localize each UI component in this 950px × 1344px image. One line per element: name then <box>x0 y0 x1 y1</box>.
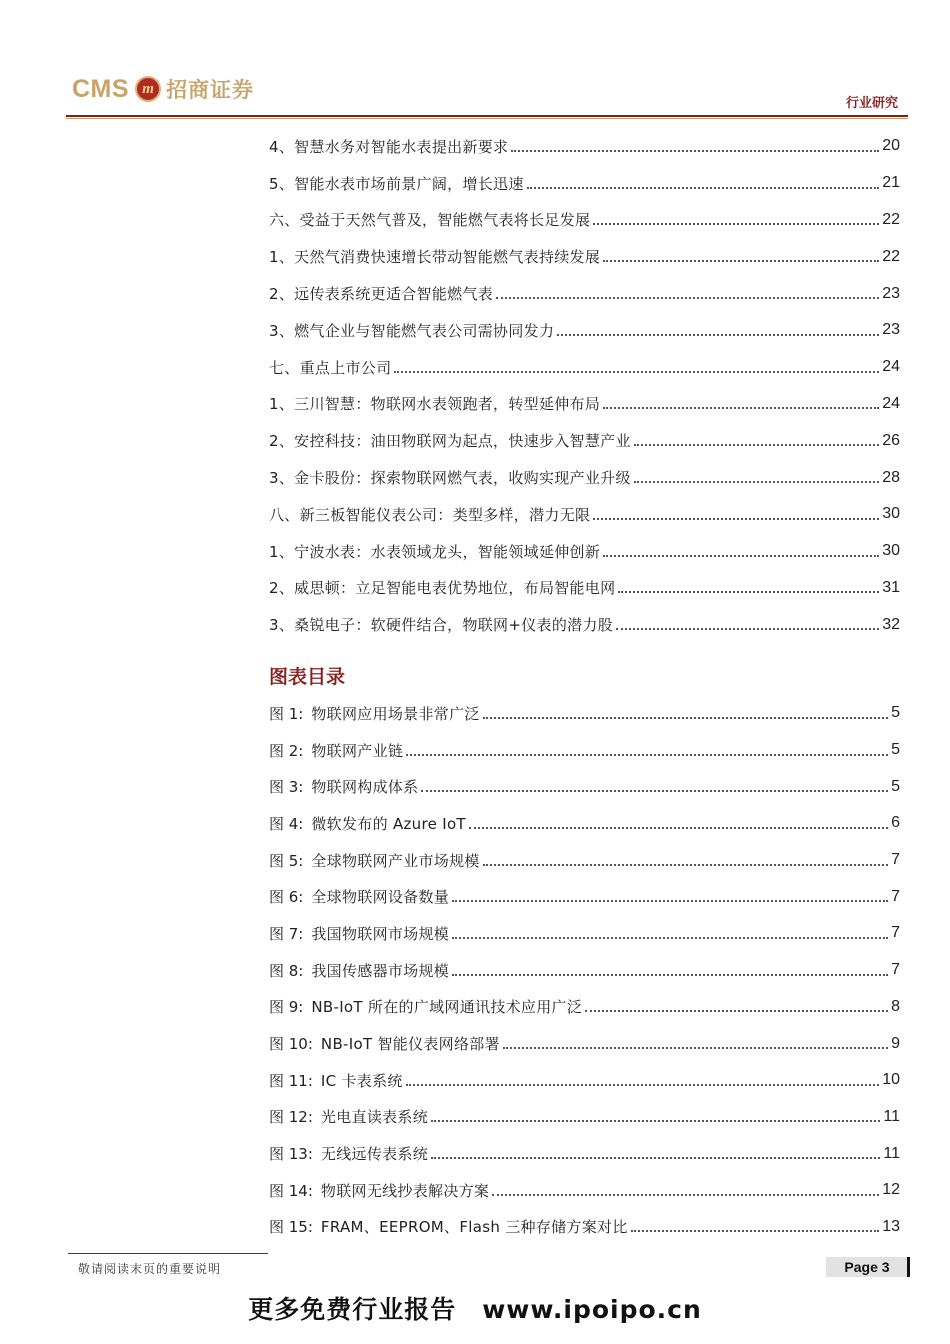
toc-leader-dots <box>483 863 888 866</box>
toc-entry-page: 22 <box>882 247 900 265</box>
toc-entry-label: 3、燃气企业与智能燃气表公司需协同发力 <box>269 321 555 340</box>
figure-entry[interactable] <box>269 805 900 842</box>
toc-entry-label: 1、三川智慧：物联网水表领跑者，转型延伸布局 <box>269 395 601 414</box>
figure-label: 我国物联网市场规模 <box>311 924 450 943</box>
toc-entry-page: 23 <box>882 284 900 302</box>
promo-watermark-text: 更多免费行业报告 www.ipoipo.cn <box>248 1295 702 1324</box>
toc-entry-label: 八、新三板智能仪表公司：类型多样，潜力无限 <box>269 505 591 524</box>
toc-leader-dots <box>394 370 879 373</box>
toc-entry-page: 20 <box>882 137 900 155</box>
toc-leader-dots <box>634 443 879 446</box>
figure-page: 11 <box>883 1107 900 1125</box>
figure-entry[interactable] <box>269 1135 900 1172</box>
toc-entry-label: 1、天然气消费快速增长带动智能燃气表持续发展 <box>269 248 601 267</box>
toc-leader-dots <box>593 517 879 520</box>
page-number-badge: Page 3 <box>826 1257 908 1277</box>
figure-number: 图 1: <box>269 704 304 723</box>
figure-page: 11 <box>883 1144 900 1162</box>
toc-entry[interactable] <box>269 570 900 607</box>
figure-number: 图 9: <box>269 998 304 1017</box>
toc-leader-dots <box>634 480 879 483</box>
toc-leader-dots <box>593 222 879 225</box>
page-number-bar <box>907 1257 910 1277</box>
figure-number: 图 14: <box>269 1181 313 1200</box>
figure-entry[interactable] <box>269 878 900 915</box>
toc-entry[interactable] <box>269 349 900 386</box>
figure-entry[interactable] <box>269 1209 900 1246</box>
toc-leader-dots <box>603 554 879 557</box>
figure-entry[interactable] <box>269 915 900 952</box>
logo-cms-text: CMS <box>72 74 130 103</box>
toc-entry[interactable] <box>269 238 900 275</box>
toc-entry[interactable] <box>269 496 900 533</box>
toc-leader-dots <box>452 973 888 976</box>
toc-entry-label: 六、受益于天然气普及，智能燃气表将长足发展 <box>269 211 591 230</box>
footer-divider <box>68 1253 268 1254</box>
figure-label: IC 卡表系统 <box>320 1071 403 1090</box>
toc-leader-dots <box>469 826 888 829</box>
footer-disclaimer-note: 敬请阅读末页的重要说明 <box>78 1262 222 1276</box>
toc-entry-page: 28 <box>882 468 900 486</box>
toc-leader-dots <box>492 1193 879 1196</box>
toc-entry[interactable] <box>269 128 900 165</box>
toc-leader-dots <box>511 149 879 152</box>
toc-leader-dots <box>603 406 879 409</box>
figure-page: 9 <box>891 1034 900 1052</box>
figure-index <box>269 695 900 1245</box>
figure-entry[interactable] <box>269 842 900 879</box>
toc-entry[interactable] <box>269 312 900 349</box>
figure-page: 10 <box>882 1071 900 1089</box>
figure-entry[interactable] <box>269 1099 900 1136</box>
figure-number: 图 8: <box>269 961 304 980</box>
figure-page: 5 <box>891 741 900 759</box>
figure-number: 图 13: <box>269 1145 313 1164</box>
toc-leader-dots <box>616 627 879 630</box>
figure-number: 图 2: <box>269 741 304 760</box>
figure-entry[interactable] <box>269 1172 900 1209</box>
toc-leader-dots <box>452 936 888 939</box>
figure-label: 物联网应用场景非常广泛 <box>311 704 480 723</box>
figure-page: 6 <box>891 814 900 832</box>
figure-page: 8 <box>891 997 900 1015</box>
toc-leader-dots <box>483 716 888 719</box>
figure-entry[interactable] <box>269 732 900 769</box>
logo-chinese-name: 招商证券 <box>166 78 255 102</box>
toc-leader-dots <box>421 789 888 792</box>
toc-entry-page: 26 <box>882 431 900 449</box>
figure-number: 图 3: <box>269 778 304 797</box>
figure-label: 无线远传表系统 <box>320 1145 429 1164</box>
toc-entry-label: 3、桑锐电子：软硬件结合，物联网+仪表的潜力股 <box>269 616 614 635</box>
toc-leader-dots <box>603 259 879 262</box>
toc-leader-dots <box>631 1229 880 1232</box>
toc-entry-page: 30 <box>882 542 900 560</box>
toc-entry[interactable] <box>269 165 900 202</box>
figure-label: FRAM、EEPROM、Flash 三种存储方案对比 <box>320 1218 628 1237</box>
figure-entry[interactable] <box>269 1062 900 1099</box>
toc-entry-page: 32 <box>882 615 900 633</box>
toc-entry-label: 七、重点上市公司 <box>269 358 392 377</box>
figure-label: 光电直读表系统 <box>320 1108 429 1127</box>
figure-page: 5 <box>891 704 900 722</box>
toc-entry[interactable] <box>269 422 900 459</box>
toc-entry-label: 2、安控科技：油田物联网为起点，快速步入智慧产业 <box>269 432 631 451</box>
figure-label: 我国传感器市场规模 <box>311 961 450 980</box>
toc-leader-dots <box>618 590 879 593</box>
figure-label: 物联网无线抄表解决方案 <box>320 1181 490 1200</box>
figure-page: 7 <box>891 961 900 979</box>
figure-number: 图 10: <box>269 1035 313 1054</box>
header-divider <box>66 115 908 117</box>
figure-entry[interactable] <box>269 695 900 732</box>
figure-page: 7 <box>891 924 900 942</box>
toc-entry-label: 4、智慧水务对智能水表提出新要求 <box>269 137 509 156</box>
toc-leader-dots <box>503 1046 888 1049</box>
figure-label: 微软发布的 Azure IoT <box>311 814 466 833</box>
toc-leader-dots <box>527 186 880 189</box>
figures-heading: 图表目录 <box>269 666 346 688</box>
company-logo <box>72 74 254 104</box>
figure-page: 7 <box>891 851 900 869</box>
toc-leader-dots <box>406 753 888 756</box>
toc-entry[interactable] <box>269 533 900 570</box>
figure-label: 物联网构成体系 <box>311 778 419 797</box>
figure-number: 图 15: <box>269 1218 313 1237</box>
figure-number: 图 7: <box>269 924 304 943</box>
toc-entry-page: 30 <box>882 505 900 523</box>
figure-entry[interactable] <box>269 952 900 989</box>
table-of-contents <box>269 128 900 643</box>
toc-entry-page: 24 <box>882 394 900 412</box>
report-category: 行业研究 <box>845 96 898 111</box>
figure-label: 全球物联网设备数量 <box>311 888 450 907</box>
figure-label: 全球物联网产业市场规模 <box>311 851 480 870</box>
toc-entry-label: 5、智能水表市场前景广阔，增长迅速 <box>269 174 524 193</box>
toc-entry-label: 3、金卡股份：探索物联网燃气表，收购实现产业升级 <box>269 469 631 488</box>
figure-page: 12 <box>882 1181 900 1199</box>
toc-entry-page: 23 <box>882 321 900 339</box>
figure-label: NB-IoT 智能仪表网络部署 <box>320 1035 500 1054</box>
figure-page: 5 <box>891 777 900 795</box>
figure-entry[interactable] <box>269 768 900 805</box>
toc-entry[interactable] <box>269 459 900 496</box>
figure-number: 图 12: <box>269 1108 313 1127</box>
figure-number: 图 11: <box>269 1071 313 1090</box>
figure-page: 7 <box>891 887 900 905</box>
toc-entry-label: 2、威思顿：立足智能电表优势地位，布局智能电网 <box>269 579 616 598</box>
toc-entry[interactable] <box>269 275 900 312</box>
toc-leader-dots <box>431 1119 880 1122</box>
figure-label: 物联网产业链 <box>311 741 404 760</box>
figure-label: NB-IoT 所在的广域网通讯技术应用广泛 <box>311 998 583 1017</box>
toc-entry-page: 21 <box>882 174 900 192</box>
toc-leader-dots <box>585 1009 888 1012</box>
header-divider-secondary <box>66 118 908 119</box>
figure-entry[interactable] <box>269 989 900 1026</box>
toc-entry[interactable] <box>269 202 900 239</box>
toc-leader-dots <box>496 296 879 299</box>
toc-entry-page: 31 <box>882 578 900 596</box>
toc-leader-dots <box>431 1156 880 1159</box>
figure-page: 13 <box>882 1217 900 1235</box>
toc-entry-label: 2、远传表系统更适合智能燃气表 <box>269 285 494 304</box>
toc-entry-page: 24 <box>882 358 900 376</box>
logo-emblem-icon: m <box>135 76 161 102</box>
figure-number: 图 6: <box>269 888 304 907</box>
figure-number: 图 4: <box>269 814 304 833</box>
toc-entry[interactable] <box>269 386 900 423</box>
toc-leader-dots <box>452 899 888 902</box>
toc-entry-label: 1、宁波水表：水表领域龙头，智能领域延伸创新 <box>269 542 601 561</box>
figure-number: 图 5: <box>269 851 304 870</box>
figure-entry[interactable] <box>269 1025 900 1062</box>
toc-leader-dots <box>557 333 879 336</box>
toc-leader-dots <box>406 1083 880 1086</box>
toc-entry-page: 22 <box>882 210 900 228</box>
toc-entry[interactable] <box>269 606 900 643</box>
